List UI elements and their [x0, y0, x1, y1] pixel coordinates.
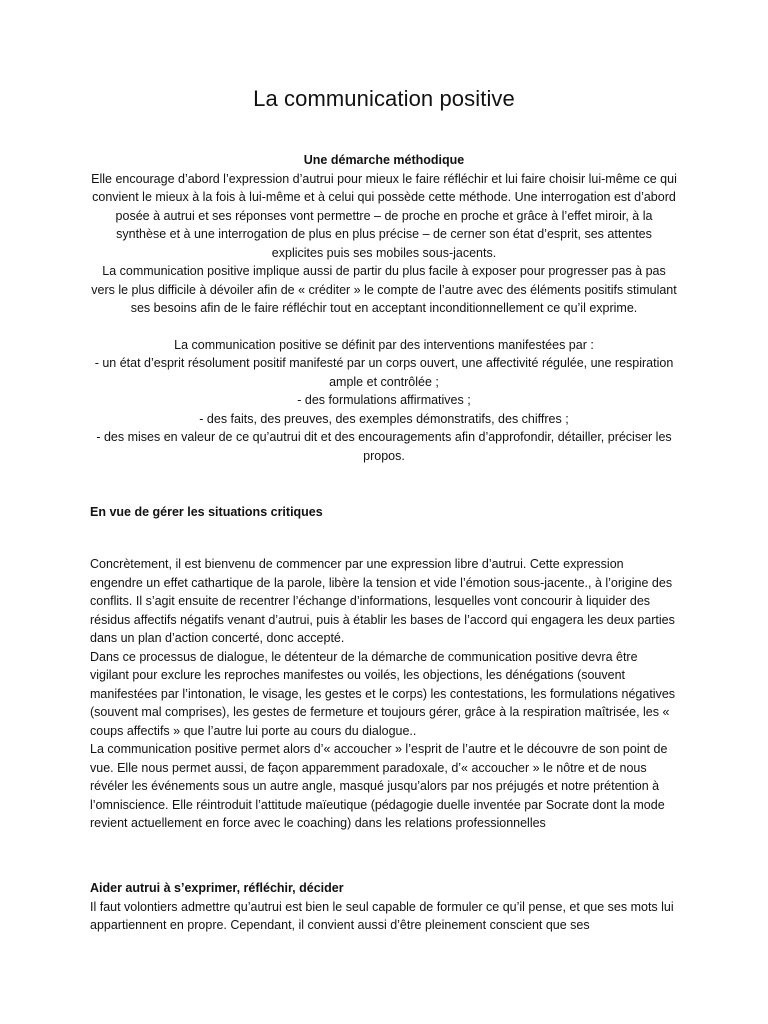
paragraph: Concrètement, il est bienvenu de commencer par une expression libre d’autrui. Cette expression engendre un effet cathartique de la parole, libère la tension et vide l’émotion sous-jacente., à l’origine des conflits. Il s’agit ensuite de recentrer l’échange d’informations, lesquelles vont concourir à liquider des résidus affectifs négatifs venant d’autrui, puis à établir les bases de l’accord qui engagera les deux parties dans un plan d’action concerté, donc accepté.	[90, 557, 675, 645]
list-item: - des formulations affirmatives ;	[297, 393, 471, 407]
section-body	[90, 555, 678, 833]
paragraph: Il faut volontiers admettre qu’autrui est bien le seul capable de formuler ce qu’il pense, et que ses mots lui appartiennent en propre. Cependant, il convient aussi d’être pleinement conscient que ses	[90, 899, 674, 932]
section-heading: Une démarche méthodique	[303, 153, 465, 167]
paragraph: La communication positive se définit par des interventions manifestées par :	[174, 337, 594, 352]
paragraph: Dans ce processus de dialogue, le détenteur de la démarche de communication positive devra être vigilant pour exclure les reproches manifestes ou voilés, les objections, les dénégations (souvent manifestées par l’intonation, le visage, les gestes et le corps) les contestations, les formulations négatives (souvent mal comprises), les gestes de fermeture et toujours gérer, grâce à la respiration maîtrisée, les « coups affectifs » que l’autre lui porte au cours du dialogue..	[90, 649, 676, 738]
section-aider-autrui	[90, 879, 678, 935]
paragraph: La communication positive permet alors d’« accoucher » l’esprit de l’autre et le découvre de son point de vue. Elle nous permet aussi, de façon apparemment paradoxale, d’« accoucher » le nôtre et de nous révéler les événements sous un autre angle, masqué jusqu’alors par nos préjugés et notre prétention à l’omniscience. Elle réintroduit l’attitude maïeutique (pédagogie duelle inventée par Socrate dont la mode revient actuellement en force avec le coaching) dans les relations professionnelles	[90, 742, 668, 830]
section-methodique	[90, 151, 678, 465]
paragraph: La communication positive implique aussi de partir du plus facile à exposer pour progresser pas à pas vers le plus difficile à dévoiler afin de « créditer » le compte de l’autre avec des éléments positifs stimulant ses besoins afin de le faire réfléchir tout en acceptant inconditionnellement ce qu’il exprime.	[91, 264, 677, 315]
spacer	[90, 318, 678, 336]
section-situations-critiques	[90, 503, 678, 521]
list-item: - des mises en valeur de ce qu’autrui dit et des encouragements afin d’approfondir, détailler, préciser les propos.	[96, 430, 672, 463]
section-heading: En vue de gérer les situations critiques	[90, 505, 323, 519]
page-title: La communication positive	[253, 86, 515, 111]
list-item: - des faits, des preuves, des exemples démonstratifs, des chiffres ;	[199, 411, 569, 426]
section-heading: Aider autrui à s’exprimer, réfléchir, décider	[90, 881, 344, 895]
paragraph: Elle encourage d’abord l’expression d’autrui pour mieux le faire réfléchir et lui faire choisir lui-même ce qui convient le mieux à la fois à lui-même et à celui qui possède cette méthode. Une interrogation est d’abord posée à autrui et ses réponses vont permettre – de proche en proche et grâce à l’effet miroir, à la synthèse et à une interrogation de plus en plus précise – de cerner son état d’esprit, ses attentes explicites puis ses mobiles sous-jacents.	[91, 171, 677, 260]
list-item: - un état d’esprit résolument positif manifesté par un corps ouvert, une affectivité régulée, une respiration ample et contrôlée ;	[94, 356, 674, 389]
